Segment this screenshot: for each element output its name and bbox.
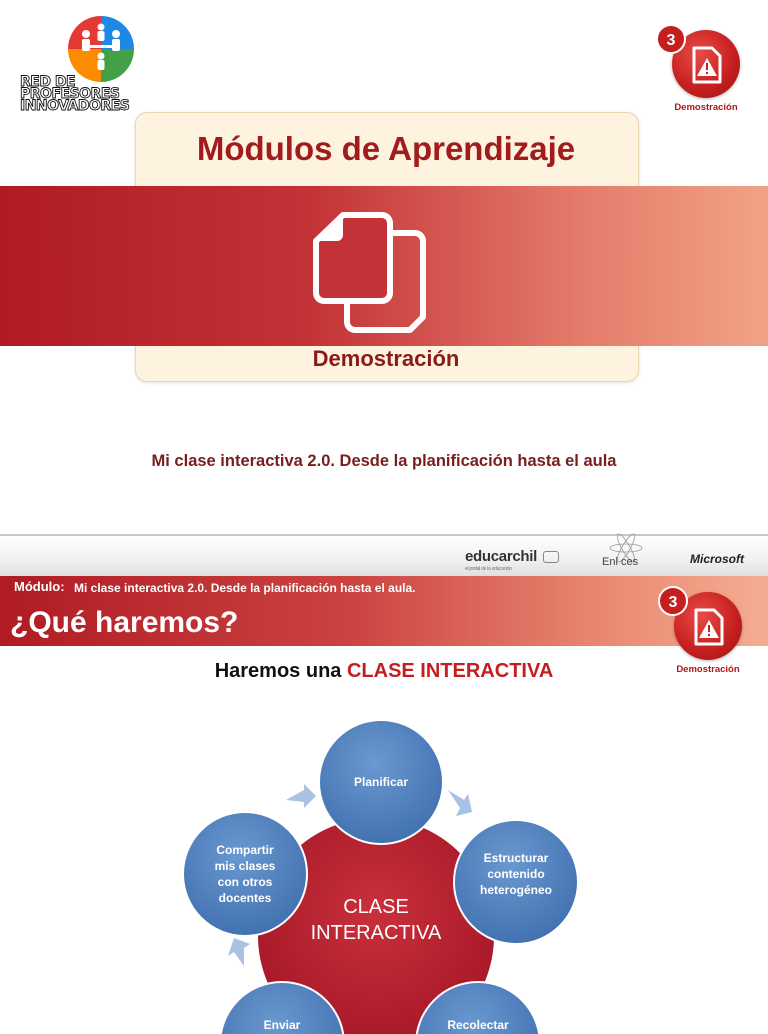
educarchile-tagline: el portal de la educación [465,566,512,572]
module-name: Mi clase interactiva 2.0. Desde la planificación hasta el aula. [74,581,416,595]
node-label-bottom-left [222,1017,342,1033]
tagline-accent: CLASE INTERACTIVA [346,660,554,682]
documents-icon [310,205,430,335]
badge-number: 3 [658,586,688,616]
red-profesores-logo [20,14,140,114]
node-text: mis clases [214,859,276,873]
node-text: Recolectar [447,1018,509,1032]
node-text: Planificar [353,775,409,789]
tagline [0,660,768,683]
badge-number: 3 [656,24,686,54]
slide-subtitle: Mi clase interactiva 2.0. Desde la planificación hasta el aula [151,452,617,470]
slide-2 [0,534,768,1032]
node-text: docentes [218,891,272,905]
module-label: Módulo: [14,579,65,594]
educarchile-mark-icon [543,551,559,563]
tagline-prefix: Haremos una [214,660,347,682]
educarchile-text: educarchil [465,548,538,565]
wordmark-line-2: PROFESORES [20,86,120,102]
microsoft-logo: Microsoft [690,552,744,566]
node-text: con otros [217,875,273,889]
demonstration-badge [656,24,746,116]
rpi-emblem-icon [66,14,136,84]
partner-bar [0,534,768,578]
wordmark-line-1: RED DE [20,74,76,90]
rpi-wordmark [20,76,150,112]
warning-document-icon [690,46,724,84]
node-text: heterogéneo [479,883,552,897]
enlaces-logo: Enl ces [602,556,639,568]
enlaces-star-icon [606,538,646,558]
node-text: contenido [487,867,545,881]
node-text: Enviar [263,1018,301,1032]
warning-document-icon [692,608,726,646]
page-heading: ¿Qué haremos? [10,606,239,639]
cycle-arrow-icon [286,784,316,808]
cycle-arrow-icon [228,938,250,966]
center-line-2: INTERACTIVA [310,922,442,944]
badge-label: Demostración [674,102,738,113]
card-title: Módulos de Aprendizaje [196,130,576,167]
center-line-1: CLASE [343,896,409,918]
card-subtitle: Demostración [312,346,460,371]
node-text: Estructurar [483,851,549,865]
node-label-bottom-right [418,1017,538,1033]
cycle-arrow-icon [448,790,472,816]
badge-label: Demostración [676,664,740,675]
center-label [286,894,466,946]
wordmark-line-3: INNOVADORES [20,98,130,114]
cycle-diagram [0,704,768,1034]
node-text: Compartir [216,843,274,857]
node-label-top [321,774,441,790]
node-label-right [456,850,576,898]
educarchile-logo [465,548,559,572]
